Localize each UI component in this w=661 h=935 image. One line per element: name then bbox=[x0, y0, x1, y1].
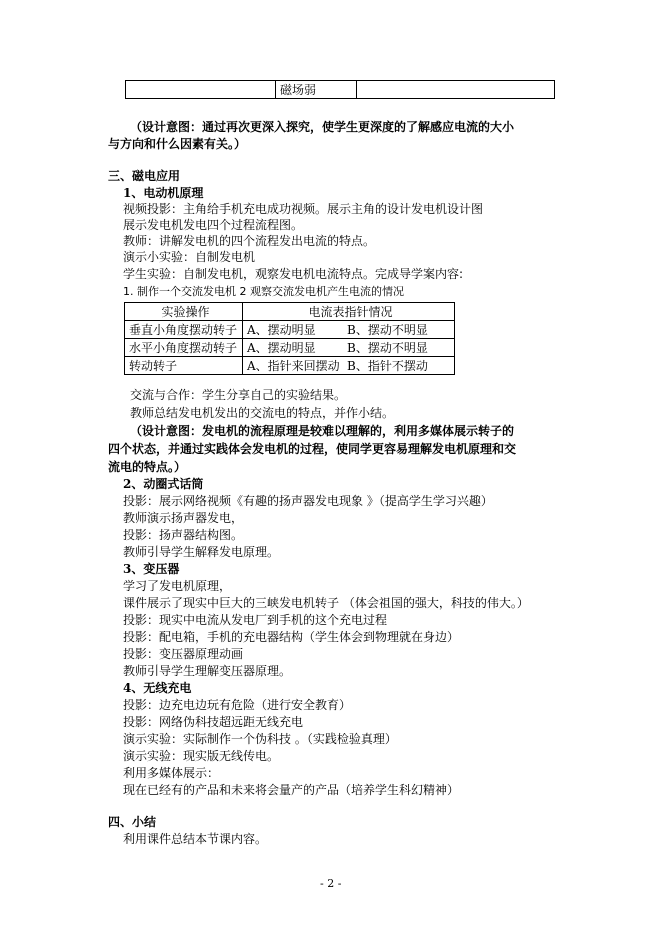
table-header-row bbox=[125, 303, 455, 321]
option-b: B、摆动不明显 bbox=[347, 323, 428, 337]
page-number: - 2 - bbox=[320, 877, 342, 890]
subsection-heading: 1、电动机原理 bbox=[123, 186, 204, 200]
option-a: A、指针来回摆动 bbox=[247, 359, 340, 373]
body-line: 教师引导学生解释发电原理。 bbox=[123, 545, 280, 559]
body-line: 学生实验：自制发电机，观察发电机电流特点。完成导学案内容: bbox=[123, 267, 464, 281]
body-line: 投影：现实中电流从发电厂到手机的这个充电过程 bbox=[123, 613, 388, 627]
table-header: 实验操作 bbox=[125, 303, 243, 321]
table-cell bbox=[243, 357, 455, 375]
body-line: 投影：网络伪科技超远距无线充电 bbox=[123, 715, 304, 729]
table-header: 电流表指针情况 bbox=[243, 303, 455, 321]
body-line: 教师演示扬声器发电， bbox=[123, 511, 244, 525]
body-line: 投影：配电箱，手机的充电器结构（学生体会到物理就在身边） bbox=[123, 630, 460, 644]
table-row bbox=[125, 357, 455, 375]
design-intent-line: （设计意图：通过再次更深入探究，使学生更深度的了解感应电流的大小 bbox=[130, 120, 515, 134]
body-line: 投影：变压器原理动画 bbox=[123, 647, 244, 661]
body-line: 演示实验：实际制作一个伪科技 。（实践检验真理） bbox=[123, 732, 397, 746]
subsection-heading: 4、无线充电 bbox=[123, 681, 192, 695]
table-cell: 转动转子 bbox=[125, 357, 243, 375]
body-line: 演示小实验：自制发电机 bbox=[123, 250, 256, 264]
body-line: 利用多媒体展示： bbox=[123, 766, 220, 780]
body-line: 演示实验：现实版无线传电。 bbox=[123, 749, 280, 763]
subsection-heading: 3、变压器 bbox=[123, 562, 180, 576]
body-line: 视频投影：主角给手机充电成功视频。展示主角的设计发电机设计图 bbox=[123, 202, 484, 216]
design-intent-line: 与方向和什么因素有关。） bbox=[108, 137, 247, 151]
body-line: 现在已经有的产品和未来将会量产的产品（培养学生科幻精神） bbox=[123, 783, 460, 797]
design-intent-line: 流电的特点。） bbox=[108, 460, 187, 474]
table-cell bbox=[126, 81, 276, 99]
design-intent-line: （设计意图：发电机的流程原理是较难以理解的，利用多媒体展示转子的 bbox=[130, 424, 515, 438]
table-cell bbox=[243, 321, 455, 339]
body-line: 学习了发电机原理， bbox=[123, 579, 232, 593]
section-heading: 四、小结 bbox=[108, 815, 157, 829]
top-table bbox=[125, 80, 555, 99]
body-line: 交流与合作：学生分享自己的实验结果。 bbox=[130, 388, 347, 402]
body-line: 1. 制作一个交流发电机 2 观察交流发电机产生电流的情况 bbox=[123, 285, 404, 298]
body-line: 利用课件总结本节课内容。 bbox=[123, 832, 268, 846]
body-line: 投影：边充电边玩有危险（进行安全教育） bbox=[123, 698, 352, 712]
design-intent-line: 四个状态，并通过实践体会发电机的过程，使同学更容易理解发电机原理和交 bbox=[108, 442, 517, 456]
table-cell: 磁场弱 bbox=[276, 81, 357, 99]
table-cell bbox=[357, 81, 555, 99]
body-line: 教师总结发电机发出的交流电的特点，并作小结。 bbox=[130, 406, 395, 420]
body-line: 展示发电机发电四个过程流程图。 bbox=[123, 218, 304, 232]
body-line: 投影：扬声器结构图。 bbox=[123, 528, 244, 542]
option-b: B、指针不摆动 bbox=[347, 359, 428, 373]
option-a: A、摆动明显 bbox=[247, 341, 316, 355]
body-line: 课件展示了现实中巨大的三峡发电机转子 （体会祖国的强大，科技的伟大。） bbox=[123, 596, 529, 610]
body-line: 教师：讲解发电机的四个流程发出电流的特点。 bbox=[123, 234, 376, 248]
table-cell bbox=[243, 339, 455, 357]
table-row bbox=[126, 81, 555, 99]
body-line: 投影：展示网络视频《有趣的扬声器发电现象 》（提高学生学习兴趣） bbox=[123, 494, 493, 508]
table-cell: 水平小角度摆动转子 bbox=[125, 339, 243, 357]
option-a: A、摆动明显 bbox=[247, 323, 316, 337]
table-cell: 垂直小角度摆动转子 bbox=[125, 321, 243, 339]
option-b: B、摆动不明显 bbox=[347, 341, 428, 355]
section-heading: 三、磁电应用 bbox=[108, 169, 181, 183]
table-row bbox=[125, 321, 455, 339]
subsection-heading: 2、动圈式话筒 bbox=[123, 477, 204, 491]
body-line: 教师引导学生理解变压器原理。 bbox=[123, 664, 292, 678]
experiment-table bbox=[124, 302, 455, 375]
table-row bbox=[125, 339, 455, 357]
